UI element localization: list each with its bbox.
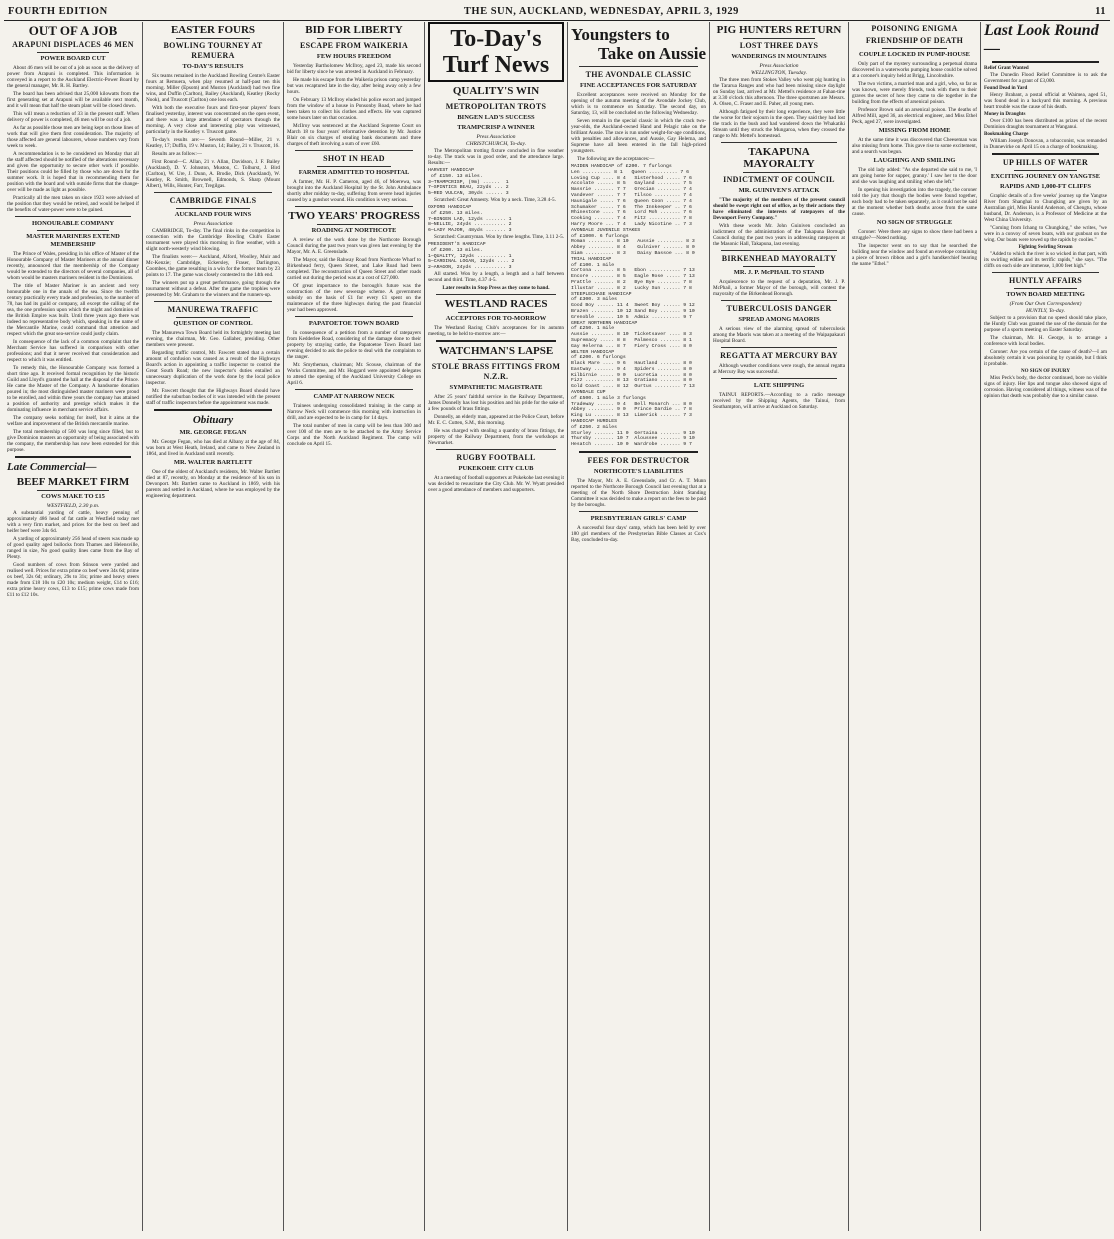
paragraph: Results are as follow:— — [152, 151, 202, 157]
subhead-acceptors: ACCEPTORS FOR TO-MORROW — [445, 314, 547, 322]
paragraph: Yesterday Bartholomew McIlroy, aged 23, made his second bid for liberty since he was arrested in Auckland in February. — [287, 63, 421, 75]
divider — [176, 38, 250, 39]
divider — [15, 216, 131, 217]
paragraph: In consequence of the lack of a common complaint that the Merchant Service has suffered in comparison with other professions; and that it never received that consideration and respect to which it was entitled. — [7, 339, 139, 363]
column-7 — [848, 22, 980, 1231]
byline: (From Our Own Correspondent) — [1009, 301, 1082, 307]
divider — [295, 150, 413, 151]
byline: Press Association — [193, 221, 233, 227]
headline-shot-in-head: SHOT IN HEAD — [323, 154, 385, 163]
divider — [317, 38, 391, 39]
paragraph: Subject to a provision that no speed should take place, the Huntly Club was granted the use of the domain for the purpose of a sports meeting on Easter Saturday. — [984, 315, 1107, 333]
divider — [458, 312, 534, 313]
subhead-no-struggle: NO SIGN OF STRUGGLE — [876, 219, 953, 226]
divider — [458, 99, 534, 100]
late-commercial-heading: Late Commercial— — [7, 461, 97, 473]
headline-watchman: WATCHMAN'S LAPSE — [438, 344, 554, 357]
headline-poisoning-enigma: POISONING ENIGMA — [871, 24, 958, 33]
obit-fegan: MR. GEORGE FEGAN — [179, 429, 247, 436]
column-5 — [567, 22, 709, 1231]
brief-heading: Found Dead in Yard — [984, 86, 1028, 91]
paragraph: About 46 men will be out of a job as soon as the delivery of power from Arapuni is completed. This information is conveyed in a report to the Auckland Electric-Power Board by the general manager, Mr. R. H. Bartley. — [7, 65, 139, 89]
paragraph: The two victims, a married man and a girl, who, so far as was known, were merely friends, took with them to their graves the secret of how they came to die together in the building from the effects of arsenical poison. — [852, 81, 977, 105]
paragraph: The inspector went on to say that he searched the building near the window and found an envelope containing a piece of brown ribbon and a girl's handkerchief bearing the name "Ethel." — [852, 243, 977, 267]
dateline: CHRISTCHURCH, To-day. — [465, 141, 527, 147]
paragraph: Regarding traffic control, Mr. Fawcett stated that a certain amount of confusion was caused as a result of the Highways Board's action in appointing a traffic inspector to control the Great South Road; the new inspector's duties entailed an unnecessary duplication of the work done by the local police inspector. — [146, 350, 280, 386]
dateline: HUNTLY, To-day. — [1025, 308, 1066, 314]
headline-manurewa: MANUREWA TRAFFIC — [167, 305, 259, 314]
subhead-town-board: TOWN BOARD MEETING — [1006, 291, 1085, 298]
youngsters-line-1: Youngsters to — [571, 25, 670, 44]
paragraph: Over £100 has been distributed as prizes of the recent Dominion draughts tournament at Wanganui. — [984, 118, 1107, 130]
subhead-mountains: WANDERINGS IN MOUNTAINS — [731, 53, 827, 60]
acceptances-steeplechase: STEEPLECHASE HANDICAP of £300. 3 miles Good Boy ...... 11 4 Sweet Boy ...... 9 12 Brazen ........ 10 12 Sand Boy ....... 9 10 Grenoble ...... 10 5 Admix .......... 9 7 — [571, 291, 695, 320]
results-table-harvest: HARVEST HANDICAP of £150. 13 miles. 3—TRAMPCRISP, (9m) ...... 1 7—SPINTICS BEAU, 22yds ... 2 5—RED VULCAN, 30yds ...... 3 — [428, 168, 509, 197]
subhead-bowling: BOWLING TOURNEY AT REMUERA — [163, 41, 263, 60]
paragraph: The winners put up a great performance, going through the tournament without a defeat. After the game the trophies were presented by Mr. Graham to the winners and the runners-up. — [146, 280, 280, 298]
headline-destructor: FEES FOR DESTRUCTOR — [587, 456, 690, 466]
paragraph: Henry Brabant, a postal official at Waimea, aged 51, was found dead in a backyard this morning. A previous heart trouble was the cause of his death. — [984, 92, 1107, 110]
divider — [721, 347, 837, 348]
paragraph: Practically all the men taken on since 1923 were advised of the position that they would be retired, and would be helped if the benefits of water-power were to be gained. — [7, 195, 139, 213]
headline-birkenhead: BIRKENHEAD MAYORALTY — [721, 254, 837, 263]
paragraph: To remedy this, the Honourable Company was formed a short time ago. It received formal recognition by the historic Guild and Lloyd's granted the hall at the disposal of the Prince. He came the Master of the Company. A handsome donation poured in; the most distinguished master mariners were proud to be enrolled, and within three years the company has attained a position of authority and prestige which makes it the dominating influence in merchant service affairs. — [7, 365, 139, 413]
headline-cambridge-finals: CAMBRIDGE FINALS — [169, 196, 257, 205]
masthead — [4, 4, 1110, 21]
paragraph: First Round—C. Allan, 21 v. Allan, Davidson, J. F. Bailey (Auckland), D. Y. Johnston, Muston, C. Tolhurst, J. Bird (Carlton), W. Ure, J. Dunn, A. Brodie, Dick (Auckland), W. Keatley, R. Smith, Brownell, Edmonds, S. Sharp (Mount Albert), Wills, Hunter, Farr, Tregilgas. — [146, 159, 280, 189]
last-look-round-heading: Last Look Round— — [984, 22, 1099, 57]
subhead-magistrate: SYMPATHETIC MAGISTRATE — [449, 383, 543, 391]
headline-girls-camp: PRESBYTERIAN GIRLS' CAMP — [590, 515, 687, 523]
subhead-pukekohe: PUKEKOHE CITY CLUB — [458, 464, 534, 472]
paragraph: Although fatigued by their long experience, they were little the worse for their sojourn in the open. They said they had lost the track in the bush and had wandered down the Whakatiki Stream until they struck the Mungaroa, when they crossed the range to Mr. Mettel's homestead. — [713, 109, 845, 139]
paragraph: The following are the acceptances:— — [577, 156, 655, 162]
column-2 — [142, 22, 283, 1231]
subhead-northcote: ROADING AT NORTHCOTE — [311, 227, 397, 234]
column-4 — [424, 22, 567, 1231]
divider — [436, 340, 556, 342]
paragraph: The company seeks nothing for itself, but it aims at the welfare and improvement of the British mercantile marine. — [7, 415, 139, 427]
headline-pig-hunters: PIG HUNTERS RETURN — [716, 24, 842, 36]
subhead-waikeria: ESCAPE FROM WAIKERIA — [299, 41, 409, 50]
paper-title-date: THE SUN, AUCKLAND, WEDNESDAY, APRIL 3, 1929 — [463, 5, 739, 17]
obit-bartlett: MR. WALTER BARTLETT — [173, 459, 253, 466]
subhead-mcphail: MR. J. P. McPHAIL TO STAND — [733, 269, 825, 276]
paragraph: This will mean a reduction of 33 in the present staff. When delivery of power is completed, 46 men will be out of a job. — [7, 111, 139, 123]
headline-honourable-company: HONOURABLE COMPANY — [31, 220, 115, 227]
results-table-presidents: PRESIDENT'S HANDICAP of £200. 13 miles. 1—QUALITY, 12yds .......... 1 5—CARDINAL LOGAN, 12yds .... 2 2—ARAGON, 24yds ........... 3 — [428, 241, 515, 271]
headline-easter-fours: EASTER FOURS — [170, 24, 256, 36]
paragraph: "Added to which the river is so wicked in that part, with its swirling eddies and its terrific rapids," she says. "The cliffs on each side are immense, 1,000 feet high." — [984, 251, 1107, 269]
headline-huntly: HUNTLY AFFAIRS — [1008, 276, 1083, 285]
paragraph: One of the oldest of Auckland's residents, Mr. Walter Bartlett died at 87, recently, on Monday at the residence of his son in Devonport. Mr. Bartlett came to Auckland in 1869, with his parents and settled in Auckland, where he was employed by the engineering department. — [146, 469, 280, 499]
divider — [154, 192, 272, 193]
paragraph: After 25 years' faithful service in the Railway Department, James Donnelly has lost his position and his pride for the sake of a few pounds of brass fittings. — [428, 393, 564, 412]
headline-westland: WESTLAND RACES — [444, 297, 548, 310]
divider — [1014, 170, 1077, 171]
turf-news-banner — [428, 22, 564, 82]
subhead-guiniven: MR. GUINIVEN'S ATTACK — [738, 187, 820, 194]
divider — [176, 317, 250, 318]
divider — [882, 48, 947, 49]
paragraph: To-day's results are:— Seventh Round—Miller, 21 v. Keatley, 17; Duffin, 19 v. Muston, 14; Bailey, 21 v. Truscott, 16. — [146, 137, 280, 149]
acceptances-juvenile: AVONDALE JUVENILE STAKES of £1000. 6 furlongs Roman ......... 8 10 Aussie ......... 8 3 Abbey ......... 8 4 Gulniver ....... 8 0 Siam .......... 8 3 Daisy Bassoe ... 8 0 — [571, 227, 695, 256]
paragraph: The board has been advised that 25,000 kilowatts from the first generating set at Arapuni will be available next month, and it will mean that half the steam plant will be closed down. — [7, 91, 139, 109]
paragraph: A farmer, Mr. H. P. Cameron, aged 46, of Moerewa, was brought into the Auckland Hospital by the St. John Ambulance shortly after midday to-day, suffering from severe head injuries caused by a gunshot wound. His condition is very serious. — [287, 179, 421, 203]
divider — [436, 294, 556, 295]
late-results-note: Later results in Stop Press as they come to hand. — [442, 284, 550, 291]
obituary-heading: Obituary — [192, 414, 234, 426]
paragraph: A substantial yarding of cattle, heavy penning of approximately 486 head of fat cattle at Westfield today met with a very firm market, and prices for the best ox beef and heifer beef were 34s 6d. — [7, 510, 139, 534]
paragraph: McIlroy was sentenced at the Auckland Supreme Court on March 18 to four years' reformative detention by Mr. Justice Blair on six charges of stealing bank documents and three charges of theft involving a sum of over £60. — [287, 123, 421, 147]
subhead-trampcrisp: TRAMPCRISP A WINNER — [457, 124, 535, 131]
headline-qualitys-win: QUALITY'S WIN — [452, 85, 540, 97]
brief-heading: Bookmaking Charge — [984, 132, 1029, 137]
divider — [721, 378, 837, 379]
paragraph: The Westland Racing Club's acceptances for its autumn meeting, to be held to-morrow are:— — [428, 324, 564, 337]
subhead-rapids: RAPIDS AND 1,000-FT CLIFFS — [1000, 183, 1091, 190]
paragraph: In opening his investigation into the tragedy, the coroner told the jury that though the bodies were found together, each body had to be taken separately, as it could not be said at the moment whether both deaths arose from the same cause. — [852, 187, 977, 217]
subhead-master-mariners: MASTER MARINERS EXTEND MEMBERSHIP — [26, 233, 120, 248]
subhead-yangtse: EXCITING JOURNEY ON YANGTSE — [990, 173, 1101, 180]
paragraph: A recommendation is to be considered on Monday that all the staff affected should be notified of the alterations necessary and given the opportunity to secure other work if possible. Their positions could be filled by those who are down for the summer work. It is hoped that in recommending them for position with the board and with outside firms that the change-over will be made as light as possible. — [7, 151, 139, 193]
paragraph: The Mayor, said the Rahway Road from Northcote Wharf to Birkenhead ferry, Queen Street, and Lake Road had been completed. The reconstruction of Queen Street and other roads carried out during the period was at a cost of £27,000. — [287, 257, 421, 281]
paragraph: The title of Master Mariner is an ancient and very honourable one in the annals of the sea. Since the twelfth century practically every trade and profession, to the number of 78, has had its guild or company, all except the calling of the sea, the one profession upon which the might and dominion of the British Empire was built. Until three years ago there was indeed no representative body which, speaking in the name of the Mercantile Marine, could command that attention and respect which the great sea-service could justly claim. — [7, 283, 139, 337]
divider — [317, 224, 391, 225]
paragraph: A successful four days' camp, which has been held by over 180 girl members of the Presbyterian Bible Classes at Cox's Bay, concluded to-day. — [571, 525, 706, 544]
paragraph: TAINUI REPORTS.—According to a radio message received by the Shipping Agents, the Tainui, from Southampton, will arrive at Auckland on Saturday. — [713, 392, 845, 410]
youngsters-line-2: Take on Aussie — [597, 44, 706, 63]
headline-out-of-a-job: OUT OF A JOB — [28, 23, 118, 38]
paragraph: He was charged with stealing a quantity of brass fittings, the property of the Railway Department, from the workshops at Newmarket. — [428, 427, 564, 446]
column-6 — [709, 22, 848, 1231]
columns — [4, 22, 1110, 1231]
paragraph: A yarding of approximately 256 head of steers was made up of good quality aged bullocks from Thames and Helensville, ranged in size, No good quality lines came from the Bay of Plenty. — [7, 536, 139, 560]
divider — [721, 142, 837, 143]
subhead-auckland-four: AUCKLAND FOUR WINS — [174, 211, 252, 218]
paragraph: A review of the work done by the Northcote Borough Council during the past two years was given last evening by the Mayor, Mr. A. E. Greenslade. — [287, 237, 421, 255]
results-table-oxford: OXFORD HANDICAP of £250. 13 miles. 7—BINGEN LAD, 12yds ....... 1 8—NELLIE, 24yds ........... 2 6—LADY MAJOR, 48yds ....... 3 — [428, 204, 512, 234]
divider — [743, 172, 815, 173]
column-8 — [980, 22, 1110, 1231]
subhead-cows: COWS MAKE TO £15 — [41, 493, 105, 500]
acceptances-welter: WELTER HANDICAP of £200. 6 furlongs Black Mare .... 9 6 Hautland ....... 8 0 Eastway ....... 9 4 Spiders ........ 8 0 Kilbirnie ..... 9 0 Lucretia ....... 8 0 Fizz .......... 8 13 Gratiano ....... 8 0 Gold Coast .... 8 12 Ourtus ......... 7 13 — [571, 349, 695, 390]
divider — [1014, 288, 1077, 289]
divider — [721, 250, 837, 251]
subhead-maoris: SPREAD AMONG MAORIS — [738, 316, 820, 323]
paragraph: At a meeting of football supporters at Pukekohe last evening it was decided to resuscitate the City Club. Mr. W. Wyatt presided over a good attendance of members and supporters. — [428, 474, 564, 493]
byline: Press Association — [476, 134, 516, 140]
paragraph: Although weather conditions were rough, the annual regatta at Mercury Bay was successful. — [713, 363, 845, 375]
paragraph: The Metropolitan trotting fixture concluded in fine weather to-day. The track was in good order, and the attendance large. Results:— — [428, 148, 564, 166]
paragraph: The Prince of Wales, presiding in his office of Master of the Honourable Company of Master Mariners at the annual dinner recently, announced that the membership of the Company would be extended to the directors of several companies, all of whom would be masters mariners resident in the Dominions. — [7, 251, 139, 281]
brief-heading: Fighting Swirling Stream — [1018, 245, 1073, 250]
paragraph: Mr. Smytheman, chairman; Mr. Scouse, chairman of the Works Committee, and Mr. Hoggard were appointed delegates to attend the opening of the Auckland University College on April 6. — [287, 362, 421, 386]
youngsters-headline — [571, 25, 706, 63]
paragraph: "The majority of the members of the present council should be swept right out of office, as by their actions they have eliminated the interests of ratepayers of the Devonport Ferry Company." — [713, 197, 845, 221]
divider — [743, 266, 815, 267]
acceptances-hurdles: HANDICAP HURDLES of £250. 2 miles Sturley ....... 11 0 Gertaina ....... 9 10 Thursby ....... 10 7 Aloussee ....... 9 10 Hesatch ....... 10 0 Wardrobe ....... 9 7 — [571, 419, 695, 448]
paragraph: With both the executive fours and first-year players' fours finalised yesterday, interest was concentrated on the open event, and there was a large attendance of spectators through the morning. A very close and interesting play was witnessed, particularly in the Keatley v. Truscott game. — [146, 105, 280, 135]
divider — [992, 153, 1099, 155]
divider — [743, 38, 815, 39]
subhead-pump-house: COUPLE LOCKED IN PUMP-HOUSE — [858, 51, 971, 58]
paragraph: Scratched: Countryman. Won by three lengths. Time, 3.11 2-5. — [434, 233, 564, 240]
paragraph: Only part of the mystery surrounding a perpetual drama discovered in a waterworks pumping house could be solved at a coroner's inquiry held at Brigg, Lincolnshire. — [852, 61, 977, 79]
divider — [37, 490, 109, 491]
subhead-avondale-classic: THE AVONDALE CLASSIC — [585, 70, 692, 79]
divider — [37, 52, 109, 53]
divider — [436, 449, 556, 450]
subhead-brass-fittings: STOLE BRASS FITTINGS FROM N.Z.R. — [431, 361, 561, 381]
page-number: 11 — [1095, 5, 1106, 17]
subhead-indictment: INDICTMENT OF COUNCIL — [723, 175, 835, 184]
subhead-northcote-liabilities: NORTHCOTE'S LIABILITIES — [593, 468, 684, 476]
column-1 — [4, 22, 142, 1231]
divider — [317, 166, 391, 167]
paragraph: In consequence of a petition from a number of ratepayers from Kedderlee Road, considering of the damage done to their property by straying cattle, the Papatoetoe Town Board last evening decided to ask the police to deal with the complaints to the ranger. — [287, 330, 421, 360]
headline-bid-for-liberty: BID FOR LIBERTY — [305, 24, 403, 36]
acceptances-great-northern: GREAT NORTHERN HANDICAP of £250. 1 mile Aussie ........ 8 10 Ticketsaver .... 8 3 Supremacy ..... 8 8 Palmesco ....... 8 1 Gay Helerna ... 8 7 Fiery Cross .... 8 0 — [571, 320, 692, 349]
headline-tuberculosis: TUBERCULOSIS DANGER — [726, 304, 832, 313]
headline-papatoetoe: PAPATOETOE TOWN BOARD — [308, 320, 400, 327]
divider — [176, 208, 250, 209]
divider — [37, 230, 109, 231]
divider — [579, 451, 698, 453]
paragraph: On February 13 McIlroy eluded his police escort and jumped from the window of a house in Ponsonby Road, where he had been taken to collect his clothes and effects. He was captured some hours later on that occasion. — [287, 97, 421, 121]
paragraph: As far as possible those men are being kept on those lines of work that will give them first consideration. The majority of those affected are general labourers, whose numbers vary from week to week. — [7, 125, 139, 149]
paragraph: The chairman, Mr. H. George, is to arrange a conference with local bodies. — [984, 335, 1107, 347]
headline-takapuna: TAKAPUNA MAYORALTY — [743, 146, 815, 170]
paragraph: "Coming from Ichang to Chungking," she writes, "we were in a convoy of seven boats, with our gunboat on the wing. Our boats were towed up the rapids by coolies." — [984, 225, 1107, 243]
divider — [458, 359, 534, 360]
paragraph: Acquiescence to the request of a deputation, Mr. J. P. McPhail, a former Mayor of the borough, will contest the mayoralty of the Birkenhead Borough. — [713, 279, 845, 297]
divider — [154, 409, 272, 411]
brief-heading: Money in Draughts — [984, 112, 1026, 117]
paragraph: Coroner: Are you certain of the cause of death?—I am absolutely certain it was poisoning by cyanide, but I think it probable. — [984, 349, 1107, 367]
paragraph: Coroner: Were there any signs to show there had been a struggle?—Noted nothing. — [852, 229, 977, 241]
paragraph: Good numbers of cows from Stinson were yarded and realised well. Prices for extra prime ox beef were 34s 6d; prime ox beef, 32s 6d; ordinary, 29s to 31s; prime and heavy steers made from £18 10s to £20 10s; medium weight, £14 to £16; extra prime heavy cows, £13 to £15; prime cows made from £11 to £12 10s. — [7, 562, 139, 598]
paragraph: Miss Peck's body, the doctor continued, bore no visible signs of injury. Her lips and tongue also showed signs of corrosion. Having considered all things, witness was of the opinion that death was probably due to a similar cause. — [984, 375, 1107, 399]
column-3 — [283, 22, 424, 1231]
paragraph: William Joseph Donovan, a tobacconist, was remanded in Dunnevirke on April 15 on a charge of bookmaking. — [984, 138, 1107, 150]
brief-heading: Relief Grant Wanted — [984, 66, 1029, 71]
acceptances-trial: TRIAL HANDICAP of £100. 1 mile Cortona ....... 8 5 Ebon ........... 7 13 Encore ........ 8 5 Eagle Rose ..... 7 13 Prattle ....... 8 2 Bye Bye ........ 7 8 Illustar ...... 8 2 Lucky Sun ...... 7 8 — [571, 256, 695, 291]
newspaper-page — [4, 4, 1110, 1231]
paragraph: The old lady added: "As she departed she said to me, 'I am going home for supper, granny.' I saw her to the door and she was laughing and smiling when she left." — [852, 167, 977, 185]
subhead-farmer: FARMER ADMITTED TO HOSPITAL — [298, 169, 410, 176]
subhead-lost-three-days: LOST THREE DAYS — [739, 41, 819, 50]
subhead-friendship: FRIENDSHIP OF DEATH — [865, 36, 964, 45]
divider — [579, 66, 698, 67]
divider — [15, 456, 131, 458]
paragraph: Of great importance to the borough's future was the construction of the new sewerage scheme. A government subsidy on the basis of £1 for every £1 spent on the maintenance of the three highways during the past financial year had been approved. — [287, 283, 421, 313]
subhead-arapuni: ARAPUNI DISPLACES 46 MEN — [12, 40, 134, 49]
paragraph: Mr. Fawcett thought that the Highways Board should have notified the suburban bodies of it was intended with the present staff of traffic inspectors before the appointment was made. — [146, 388, 280, 406]
paragraph: Graphic details of a five weeks' journey up the Yangtse River from Shanghai to Chungking are given by an Australian girl, Miss Harold Anderson, of Chengtu, whose husband, Dr. Anderson, is a Professor of Medicine at the West China University. — [984, 193, 1107, 223]
paragraph: At the same time it was discovered that Cheeseman was also missing from home. This gave rise to some excitement, and a search was begun. — [852, 137, 977, 155]
subhead-missing: MISSING FROM HOME — [878, 127, 951, 134]
paragraph: With these words Mr. John Guiniven concluded an indictment of the administration of the Takapuna Borough Council during the past two years in addressing ratepayers at the Masonic Hall, Takapuna, last evening. — [713, 223, 845, 247]
dateline: WELLINGTON, Tuesday. — [751, 70, 807, 76]
paragraph: The Dunedin Flood Relief Committee is to ask the Government for a grant of £3,000. — [984, 72, 1107, 84]
paragraph: Scratched: Great Amnesty. Won by a neck. Time, 3.28 4-5. — [434, 196, 556, 203]
divider — [295, 389, 413, 390]
headline-regatta: REGATTA AT MERCURY BAY — [720, 351, 838, 360]
headline-up-hills: UP HILLS OF WATER — [1002, 158, 1089, 167]
subhead-power-board: POWER BOARD CUT — [40, 55, 106, 62]
subhead-metropolitan: METROPOLITAN TROTS — [445, 102, 547, 111]
subhead-bingen: BINGEN LAD'S SUCCESS — [457, 114, 535, 121]
subhead-freedom: FEW HOURS FREEDOM — [316, 53, 392, 60]
paragraph: Seven remain in the special classic in which the crack two-year-olds, the Auckland-owned Hand and Pelagic take on the brilliant Aussie. The race is run under weight-for-age conditions, with penalties and allowances, and Aussie, Gay Helerna, and Supreme have all been entered in the fall high-priced youngsters. — [571, 118, 706, 154]
paragraph: The finalists were:— Auckland, Alford, Woolley, Muir and Mc-Kenzie; Cambridge, Eckersley, Fraser, Darlington, Coombes, the game resulting in a win for the former team by 23 points to 17. The game was closely contested to the 14th end. — [146, 254, 280, 278]
turf-news-title: To-Day's Turf News — [442, 26, 550, 78]
headline-two-years: TWO YEARS' PROGRESS — [288, 210, 420, 222]
divider — [992, 272, 1099, 273]
paragraph: The Manurewa Town Board held its fortnightly meeting last evening, the chairman, Mr. Geo. Gallaher, presiding. Other members were present. — [146, 330, 280, 348]
dateline: WESTFIELD, 2.30 p.m. — [46, 503, 100, 509]
divider — [295, 206, 413, 207]
brief-heading: NO SIGN OF INJURY — [1021, 369, 1070, 374]
edition-label: FOURTH EDITION — [8, 5, 108, 17]
paragraph: The three men from Stokes Valley who went pig hunting in the Tararua Ranges and who had been missing since daylight on Sunday last, arrived at Mr. Mettel's residence at Fahan-tine at 3.30 o'clock this afternoon. The three sportsmen are Messrs. A. Olsen, C. Fraser and E. Paher, all young men. — [713, 77, 845, 107]
paragraph: Excellent acceptances were received on Monday for the opening of the autumn meeting of the Avondale Jockey Club, which is to commence on Saturday. The second day, on Saturday, 13, will be concluded on the following Wednesday. — [571, 92, 706, 116]
paragraph: CAMBRIDGE, To-day. The final rinks in the competition in connection with the Cambridge Bowling Club's Easter tournament were played this morning in fine weather, with a slight north-westerly wind blowing. — [146, 228, 280, 252]
headline-beef-market: BEEF MARKET FIRM — [16, 476, 130, 488]
headline-late-shipping: LATE SHIPPING — [753, 382, 805, 389]
paragraph: The total membership of 500 was long since filled, but to give Dominion masters an opportunity of being associated with the company, the membership has now been extended for this purpose. — [7, 429, 139, 453]
divider — [579, 511, 698, 512]
paragraph: The total number of men in camp will be less than 300 and over 100 of the men are to be attached to the Army Service Corps and the North Auckland Regiment. The camp will conclude on April 15. — [287, 423, 421, 447]
byline: Press Association — [759, 63, 799, 69]
headline-camp: CAMP AT NARROW NECK — [313, 393, 395, 400]
paragraph: Mr. George Fegan, who has died at Albany at the age of 84, was born at West Heath, Ireland, and came to New Zealand in 1864, and lived in Auckland until recently. — [146, 439, 280, 457]
divider — [295, 316, 413, 317]
paragraph: Six teams remained in the Auckland Bowling Centre's Easter fours at Remuera, when play resumed at half-past ten this morning. Miller (Epsom) and Muston (Auckland) had two fine wins, and Duffin (Carlton), Bailey (Auckland), Keatley (Rocky Nook), and Truscott (Carlton) one loss each. — [146, 73, 280, 103]
paragraph: Trainees undergoing consolidated training in the camp at Narrow Neck will commence this morning with instruction in drill, and are expected to be in camp for 14 days. — [287, 403, 421, 421]
paragraph: All started. Won by a length, a length and a half between second and third. Time, 4.37 4-5. — [428, 270, 564, 283]
subhead-results: TO-DAY'S RESULTS — [182, 63, 244, 70]
paragraph: A serious view of the alarming spread of tuberculosis among the Maoris was taken at a meeting of the Waipapakauri Hospital Board. — [713, 326, 845, 344]
headline-rugby: RUGBY FOOTBALL — [456, 452, 536, 462]
paragraph: Donnelly, an elderly man, appeared at the Police Court, before Mr. E. C. Cutten, S.M., this morning. — [428, 413, 564, 426]
paragraph: Professor Brown said an arsenical poison. The deaths of Alfred Mill, aged 36, an electrical engineer, and Miss Ethel Peck, aged 27, were investigated. — [852, 107, 977, 125]
acceptances-cup: AVONDALE CUP of £500. 1 mile 3 furlongs Tradeway ...... 9 4 Bell Monarch ... 8 0 Abbey ......... 9 0 Prince Dardie .. 7 8 King Lu ....... 8 13 Limerick ....... 7 3 — [571, 390, 692, 419]
divider — [154, 301, 272, 302]
paragraph: He made his escape from the Waikeria prison camp yesterday but was recaptured late in the day, after being away only a few hours. — [287, 77, 421, 95]
divider — [721, 300, 837, 301]
paragraph: The Mayor, Mr. A. E. Greenslade, and Cr. A. T. Munn reported to the Northcote Borough Council last evening that at a meeting of the North Shore Destruction Joint Standing Committee it was decided to make a report on the fees to be paid by the boroughs. — [571, 478, 706, 509]
subhead-control: QUESTION OF CONTROL — [173, 320, 253, 327]
subhead-laughing: LAUGHING AND SMILING — [873, 157, 956, 164]
divider — [992, 61, 1099, 63]
acceptances-maiden: MAIDEN HANDICAP of £200. 7 furlongs Len .......... 8 1 Queen .......... 7 6 Loving Cup .... 8 4 Sisterhood ..... 7 6 Accolate ...... 8 5 Gayland ........ 7 5 Nassrie ....... 7 7 Grecian ........ 7 4 Vandever ...... 7 7 Tilsoo ......... 7 4 Haunigale ..... 7 6 Queen Coon ..... 7 4 Schumaker ..... 7 6 The Innkeeper .. 7 6 Rhinestone .... 7 6 Lord Moh ....... 7 6 Cooking ....... 7 4 Fitz ........... 7 8 Harry Moore ... 7 4 Lady Nicotine .. 7 3 — [571, 164, 692, 227]
subhead-acceptances: FINE ACCEPTANCES FOR SATURDAY — [579, 82, 698, 89]
